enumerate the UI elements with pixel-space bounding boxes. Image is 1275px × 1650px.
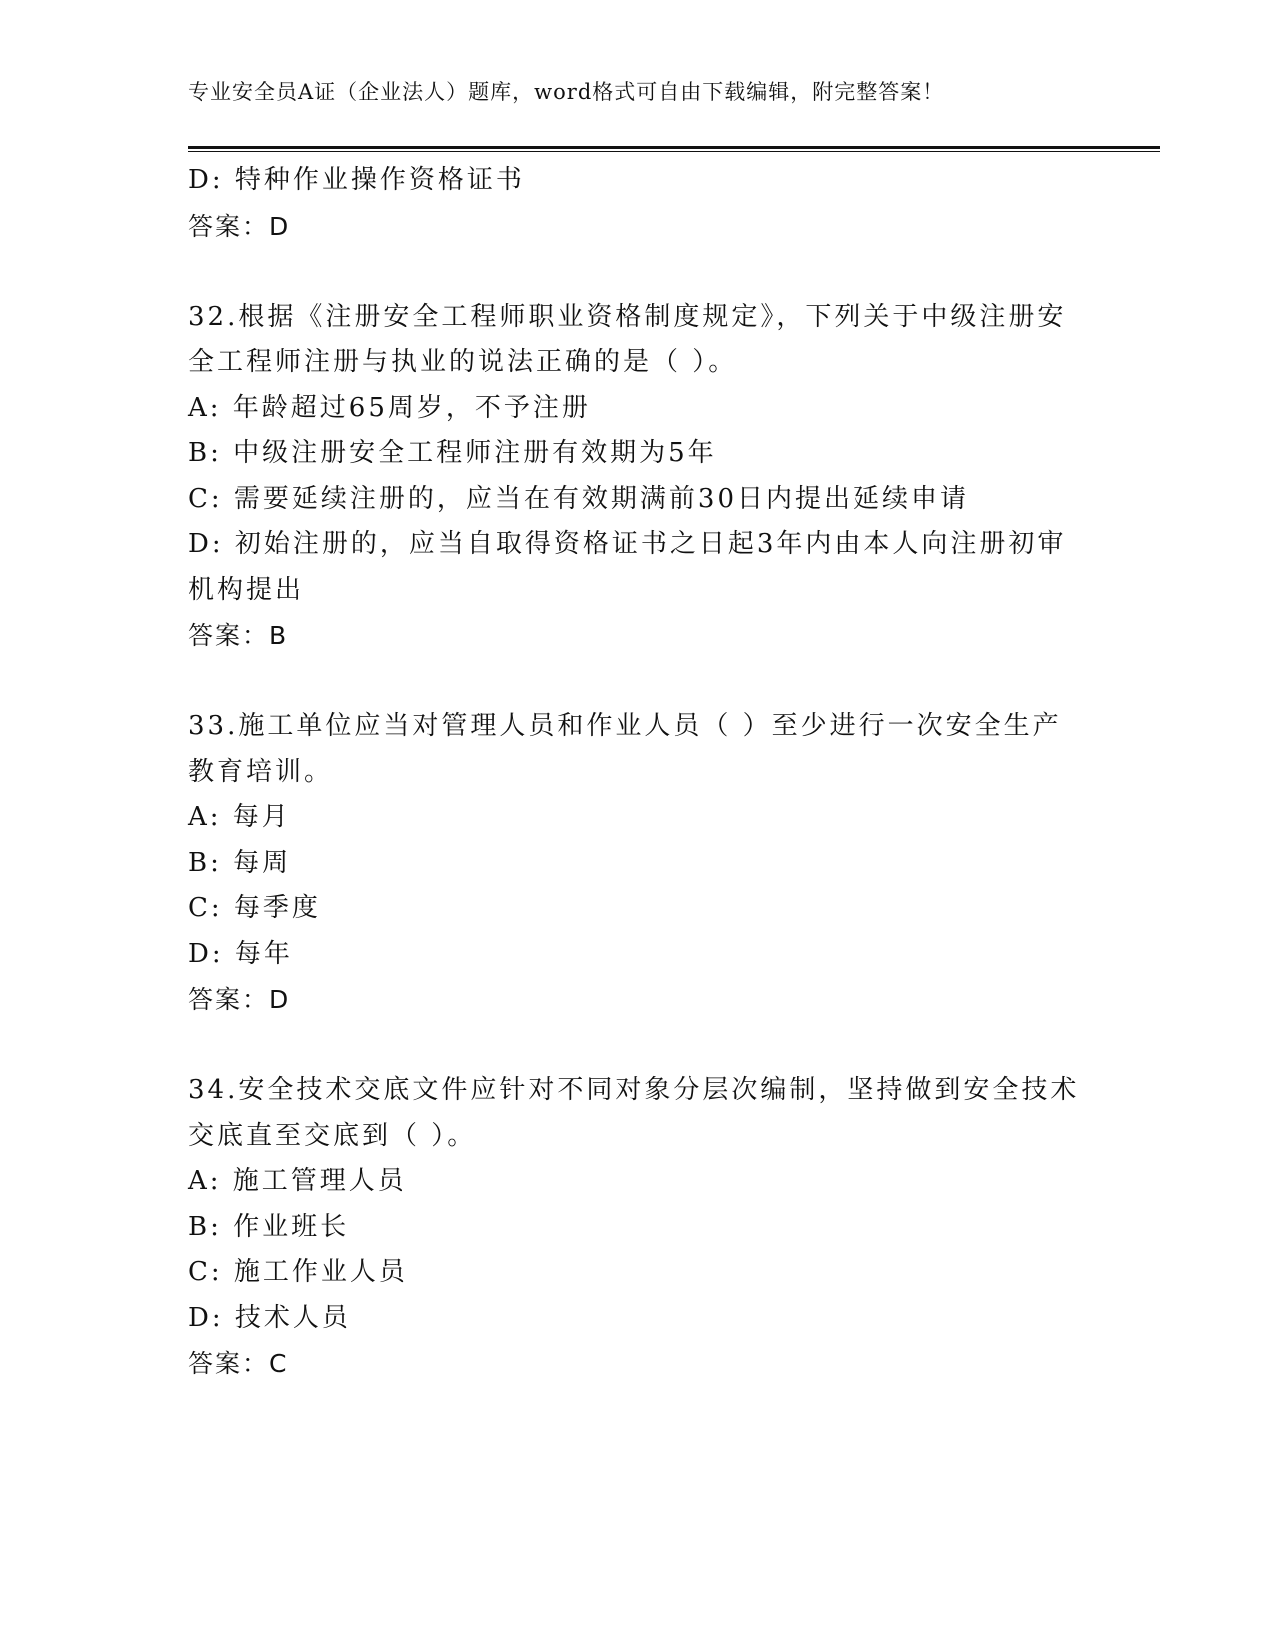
header-rule-thick — [188, 146, 1160, 149]
option-c: C: 需要延续注册的，应当在有效期满前30日内提出延续申请 — [188, 483, 970, 514]
option-d: D: 每年 — [188, 938, 293, 969]
page-header: 专业安全员A证（企业法人）题库，word格式可自由下载编辑，附完整答案！ — [188, 80, 945, 104]
option-d-continued: 机构提出 — [188, 574, 305, 605]
option-a: A: 每月 — [188, 802, 291, 832]
option-b: B: 每周 — [188, 847, 292, 878]
option-d: D: 技术人员 — [188, 1302, 351, 1333]
spacer — [188, 249, 1088, 295]
option-a: A: 年龄超过65周岁，不予注册 — [188, 392, 591, 423]
question-stem-line: 教育培训。 — [188, 756, 334, 787]
option-a: A: 施工管理人员 — [188, 1166, 407, 1196]
question-stem-line: 全工程师注册与执业的说法正确的是（ ）。 — [188, 347, 738, 377]
question-stem-line: 32.根据《注册安全工程师职业资格制度规定》，下列关于中级注册安 — [188, 301, 1067, 332]
answer: 答案：C — [188, 1349, 289, 1378]
answer: 答案：B — [188, 621, 289, 650]
spacer — [188, 659, 1088, 705]
option-b: B: 作业班长 — [188, 1211, 350, 1242]
document-body — [188, 158, 1088, 1387]
header-rule-thin — [188, 151, 1160, 152]
option-b: B: 中级注册安全工程师注册有效期为5年 — [188, 438, 717, 468]
option-d: D: 初始注册的，应当自取得资格证书之日起3年内由本人向注册初审 — [188, 529, 1067, 559]
question-33 — [188, 704, 1088, 1023]
question-34 — [188, 1068, 1088, 1387]
question-stem-line: 交底直至交底到（ ）。 — [188, 1120, 477, 1151]
question-stem-line: 34.安全技术交底文件应针对不同对象分层次编制，坚持做到安全技术 — [188, 1075, 1080, 1105]
prev-answer: 答案：D — [188, 211, 291, 241]
prev-option-d: D: 特种作业操作资格证书 — [188, 165, 525, 195]
spacer — [188, 1023, 1088, 1069]
question-32 — [188, 295, 1088, 659]
option-c: C: 施工作业人员 — [188, 1257, 408, 1287]
option-c: C: 每季度 — [188, 893, 321, 923]
question-stem-line: 33.施工单位应当对管理人员和作业人员（ ）至少进行一次安全生产 — [188, 711, 1062, 741]
answer: 答案：D — [188, 985, 291, 1014]
